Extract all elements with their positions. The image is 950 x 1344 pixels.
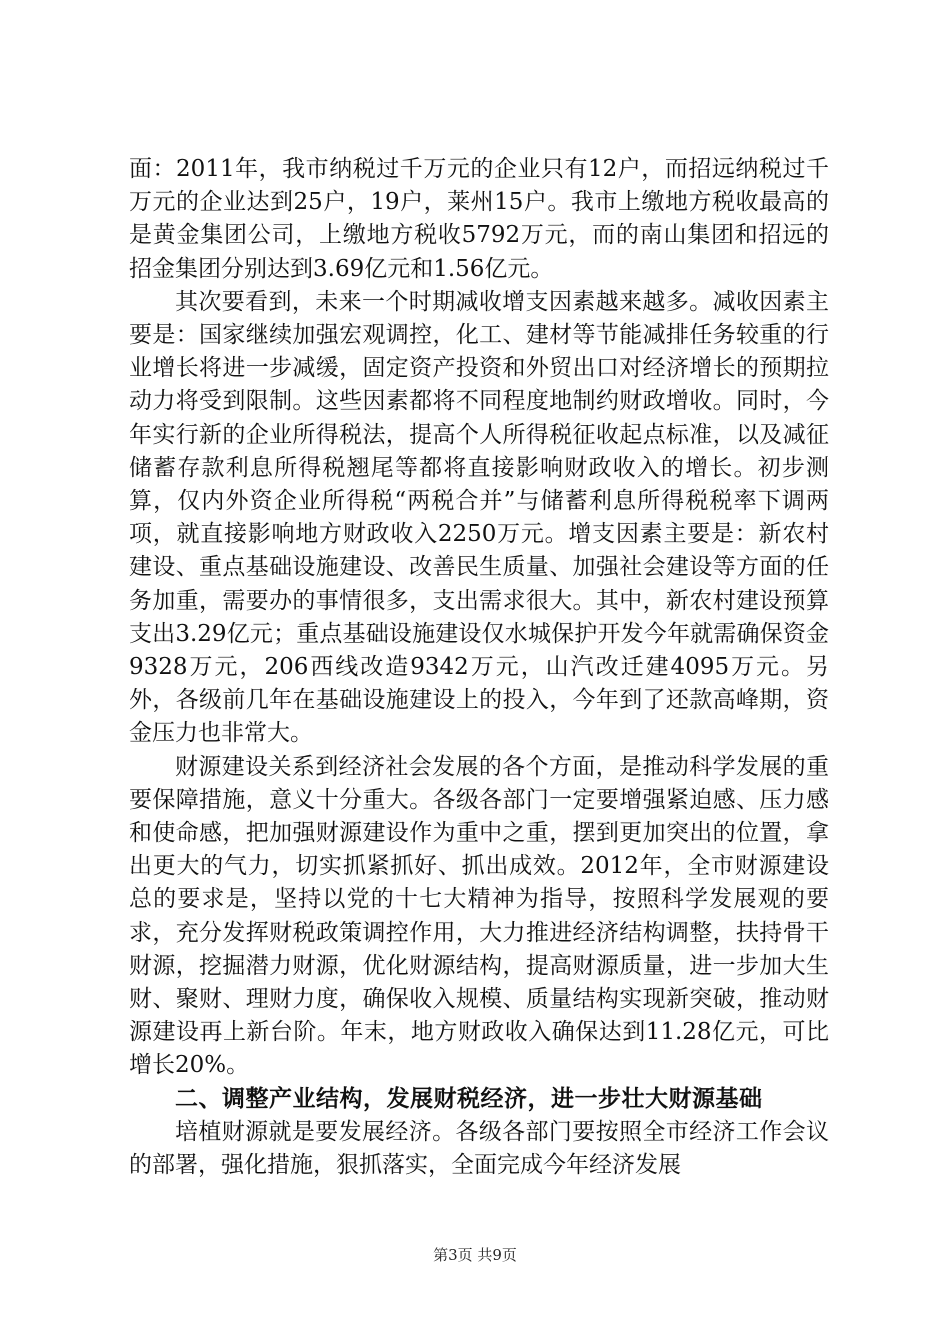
paragraph-revenue-factors: 其次要看到，未来一个时期减收增支因素越来越多。减收因素主要是：国家继续加强宏观调控，化工、建材等节能减排任务较重的行业增长将进一步减缓，固定资产投资和外贸出口对经济增长的预期拉动力将受到限制。这些因素都将不同程度地制约财政增收。同时，今年实行新的企业所得税法，提高个人所得税征收起点标准，以及减征储蓄存款利息所得税翘尾等都将直接影响财政收入的增长。初步测算，仅内外资企业所得税“两税合并”与储蓄利息所得税税率下调两项，就直接影响地方财政收入2250万元。增支因素主要是：新农村建设、重点基础设施建设、改善民生质量、加强社会建设等方面的任务加重，需要办的事情很多，支出需求很大。其中，新农村建设预算支出3.29亿元；重点基础设施建设仅水城保护开发今年就需确保资金9328万元，206西线改造9342万元，山汽改迁建4095万元。另外，各级前几年在基础设施建设上的投入，今年到了还款高峰期，资金压力也非常大。 xyxy=(129,288,829,747)
document-body xyxy=(129,153,829,1182)
page-footer: 第3页 共9页 xyxy=(433,1246,517,1264)
section-heading: 二、调整产业结构，发展财税经济，进一步壮大财源基础 xyxy=(175,1085,763,1112)
paragraph-financial-construction: 财源建设关系到经济社会发展的各个方面，是推动科学发展的重要保障措施，意义十分重大。各级各部门一定要增强紧迫感、压力感和使命感，把加强财源建设作为重中之重，摆到更加突出的位置，拿出更大的气力，切实抓紧抓好、抓出成效。2012年，全市财源建设总的要求是，坚持以党的十七大精神为指导，按照科学发展观的要求，充分发挥财税政策调控作用，大力推进经济结构调整，扶持骨干财源，挖掘潜力财源，优化财源结构，提高财源质量，进一步加大生财、聚财、理财力度，确保收入规模、质量结构实现新突破，推动财源建设再上新台阶。年末，地方财政收入确保达到11.28亿元，可比增长20%。 xyxy=(129,753,829,1079)
paragraph-cultivate-sources: 培植财源就是要发展经济。各级各部门要按照全市经济工作会议的部署，强化措施，狠抓落实，全面完成今年经济发展 xyxy=(129,1118,829,1179)
paragraph-continued: 面：2011年，我市纳税过千万元的企业只有12户，而招远纳税过千万元的企业达到25户，19户，莱州15户。我市上缴地方税收最高的是黄金集团公司，上缴地方税收5792万元，而的南山集团和招远的招金集团分别达到3.69亿元和1.56亿元。 xyxy=(129,156,829,282)
